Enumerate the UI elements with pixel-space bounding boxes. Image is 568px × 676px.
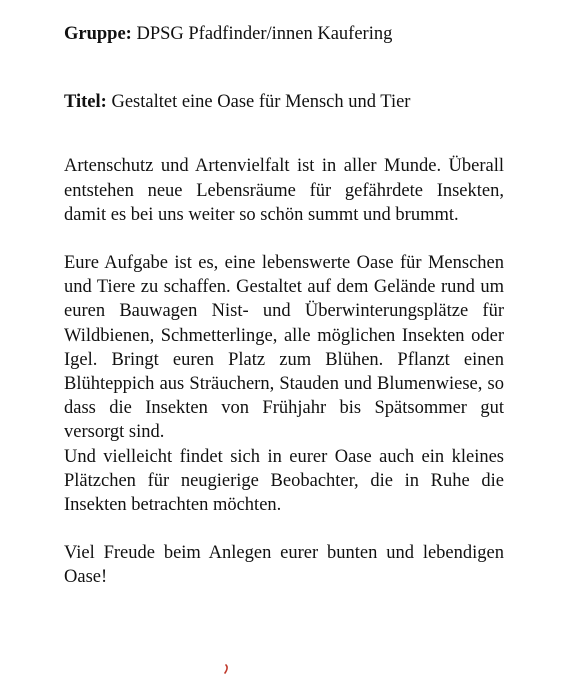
signature-mark [220,664,234,676]
document-page [64,22,504,590]
group-value: DPSG Pfadfinder/innen Kaufering [136,24,393,44]
paragraph-observer: Und vielleicht findet sich in eurer Oase auch ein kleines Plätzchen für neugierige Beobachter, die in Ruhe die Insekten betrachten möchten. [64,446,504,516]
paragraph-closing: Viel Freude beim Anlegen eurer bunten und lebendigen Oase! [64,543,504,588]
title-value: Gestaltet eine Oase für Mensch und Tier [111,92,411,113]
title-line [64,90,504,114]
paragraph-intro: Artenschutz und Artenvielfalt ist in aller Munde. Überall entstehen neue Lebensräume für gefährdete Insekten, damit es bei uns weiter so schön summt und brummt. [64,156,504,225]
paragraph-task: Eure Aufgabe ist es, eine lebenswerte Oase für Menschen und Tiere zu schaffen. Gestaltet auf dem Gelände rund um euren Bauwagen Nist- und Überwinterungsplätze für Wildbienen, Schmetterlinge, alle möglichen Insekten oder Igel. Bringt euren Platz zum Blühen. Pflanzt einen Blühteppich aus Sträuchern, Stauden und Blumenwiese, so dass die Insekten von Frühjahr bis Spätsommer gut versorgt sind. [64,253,504,443]
group-line [64,22,504,46]
title-label: Titel: [64,92,107,113]
group-label: Gruppe: [64,24,132,44]
